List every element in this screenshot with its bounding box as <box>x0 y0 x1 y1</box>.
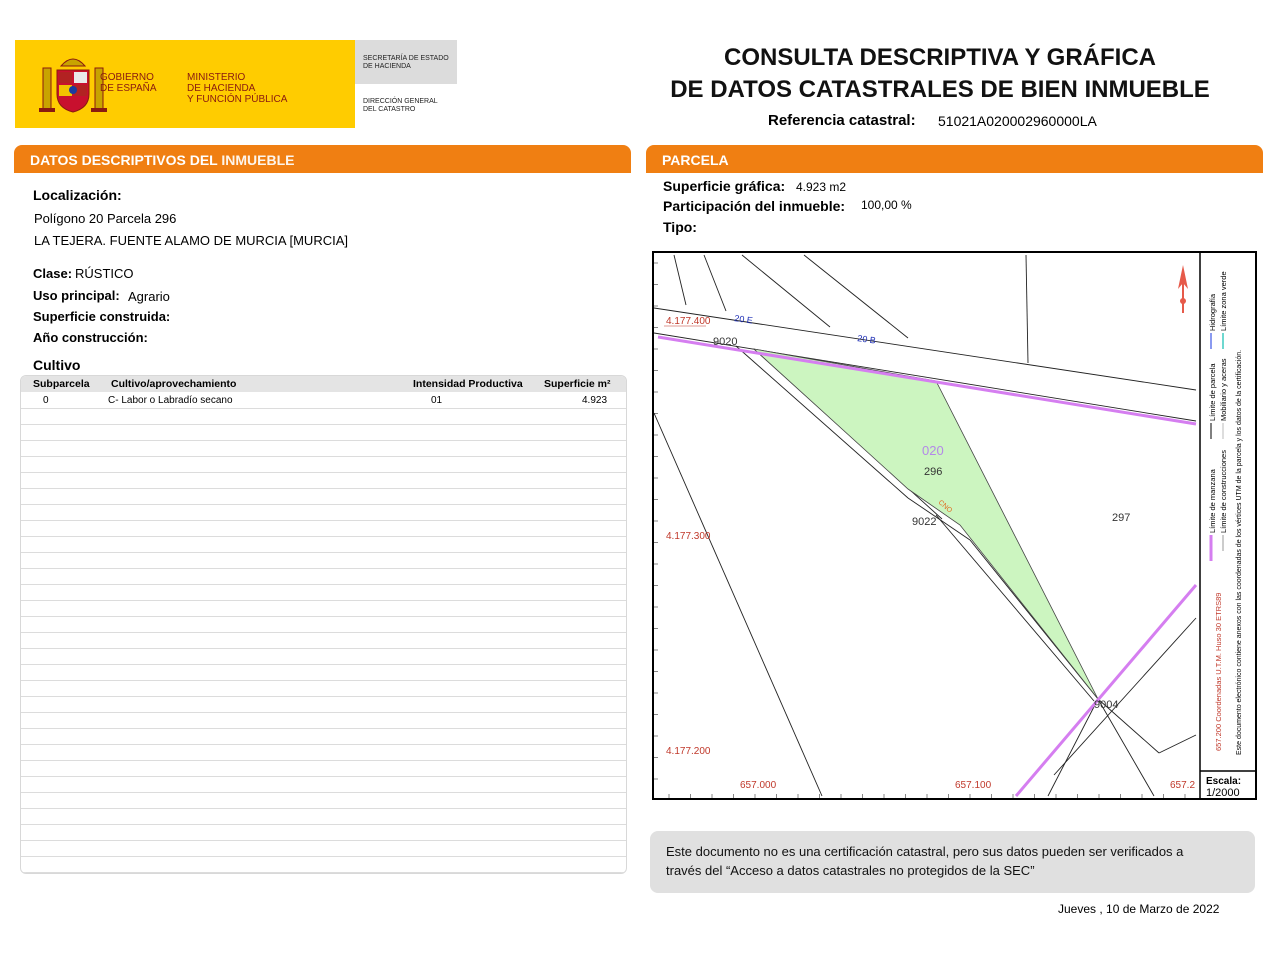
localizacion-label: Localización: <box>33 187 122 203</box>
cultivo-table <box>20 375 627 874</box>
legend-hidrografia: Hidrografía <box>1208 293 1217 331</box>
table-rule <box>21 616 626 617</box>
label-20b: 20 B <box>856 333 877 346</box>
label-296: 296 <box>924 466 943 478</box>
gov-name: GOBIERNO DE ESPAÑA <box>100 72 157 94</box>
uso-label: Uso principal: <box>33 288 120 303</box>
legend-limite-parcela: Límite de parcela <box>1208 363 1217 421</box>
section-rule <box>14 170 631 172</box>
cell-intensidad: 01 <box>431 395 443 406</box>
uso-value: Agrario <box>128 289 170 304</box>
table-rule <box>21 536 626 537</box>
escala-value: 1/2000 <box>1206 787 1240 798</box>
table-rule <box>21 856 626 857</box>
table-rule <box>21 632 626 633</box>
table-rule <box>21 600 626 601</box>
coord-x-657000: 657.000 <box>740 780 777 791</box>
secretaria-block <box>355 40 457 128</box>
table-rule <box>21 872 626 873</box>
notice-line2: través del “Acceso a datos catastrales no protegidos de la SEC” <box>666 863 1035 878</box>
label-297: 297 <box>1112 512 1131 524</box>
table-rule <box>21 424 626 425</box>
table-rule <box>21 520 626 521</box>
descriptive-section-header: DATOS DESCRIPTIVOS DEL INMUEBLE <box>14 145 631 173</box>
table-header <box>21 376 626 392</box>
table-rule <box>21 680 626 681</box>
table-rule <box>21 728 626 729</box>
legend-zona-verde: Límite zona verde <box>1219 271 1228 331</box>
map-canvas <box>654 253 1255 798</box>
table-rule <box>21 664 626 665</box>
parcela-section-header: PARCELA <box>646 145 1263 173</box>
label-020: 020 <box>922 443 944 458</box>
header-subparcela: Subparcela <box>33 378 90 390</box>
cadastral-map <box>652 251 1257 800</box>
coord-x-657200: 657.2 <box>1170 780 1196 791</box>
table-rule <box>21 808 626 809</box>
table-rule <box>21 744 626 745</box>
document-title: CONSULTA DESCRIPTIVA Y GRÁFICA DE DATOS CATASTRALES DE BIEN INMUEBLE <box>670 44 1210 103</box>
table-rule <box>21 648 626 649</box>
table-rule <box>21 440 626 441</box>
localizacion-line2: LA TEJERA. FUENTE ALAMO DE MURCIA [MURCIA] <box>34 233 348 248</box>
superficie-grafica-label: Superficie gráfica: <box>663 178 786 194</box>
participacion-label: Participación del inmueble: <box>663 198 846 214</box>
label-9022: 9022 <box>912 516 937 528</box>
section-rule <box>646 170 1263 172</box>
direccion-text: DIRECCIÓN GENERAL DEL CATASTRO <box>363 98 438 113</box>
table-rule <box>21 760 626 761</box>
label-9004: 9004 <box>1094 699 1119 711</box>
cell-superficie: 4.923 <box>582 395 608 406</box>
table-rule <box>21 456 626 457</box>
north-arrow-icon <box>1178 265 1188 313</box>
table-rule <box>21 488 626 489</box>
superficie-grafica-value: 4.923 m2 <box>796 180 847 194</box>
anio-construccion-label: Año construcción: <box>33 330 148 345</box>
secretaria-text: SECRETARÍA DE ESTADO DE HACIENDA <box>363 55 449 70</box>
table-rule <box>21 408 626 409</box>
clase-label: Clase: <box>33 266 73 281</box>
header-intensidad: Intensidad Productiva <box>413 378 523 390</box>
notice-line1: Este documento no es una certificación catastral, pero sus datos pueden ser verificados a <box>666 844 1184 859</box>
verification-notice <box>650 831 1255 893</box>
legend-mobiliario: Mobiliario y aceras <box>1219 358 1228 421</box>
government-logo-block <box>15 40 355 128</box>
participacion-value: 100,00 % <box>861 198 912 212</box>
table-rule <box>21 568 626 569</box>
document-date: Jueves , 10 de Marzo de 2022 <box>1058 902 1220 916</box>
cell-subparcela: 0 <box>43 395 49 406</box>
table-rule <box>21 696 626 697</box>
table-rule <box>21 472 626 473</box>
legend-limite-construcciones: Límite de construcciones <box>1219 450 1228 533</box>
superficie-construida-label: Superficie construida: <box>33 309 171 324</box>
coord-y-4177200: 4.177.200 <box>666 746 711 757</box>
label-20e: 20 E <box>733 313 754 326</box>
header-cultivo: Cultivo/aprovechamiento <box>111 378 237 390</box>
tipo-label: Tipo: <box>663 219 697 235</box>
cultivo-title: Cultivo <box>33 357 81 373</box>
label-cno: CNO <box>936 499 954 515</box>
label-9020: 9020 <box>713 336 738 348</box>
table-rule <box>21 776 626 777</box>
cell-cultivo: C- Labor o Labradío secano <box>108 395 233 406</box>
ref-label: Referencia catastral: <box>768 112 916 129</box>
ministry-name: MINISTERIO DE HACIENDA Y FUNCIÓN PÚBLICA <box>187 72 288 105</box>
table-rule <box>21 712 626 713</box>
table-rule <box>21 584 626 585</box>
table-rule <box>21 792 626 793</box>
legend-coords: 657.200 Coordenadas U.T.M. Huso 30 ETRS89 <box>1214 592 1223 751</box>
coord-y-4177400: 4.177.400 <box>666 316 711 327</box>
legend-limite-manzana: Límite de manzana <box>1208 469 1217 533</box>
coord-x-657100: 657.100 <box>955 780 992 791</box>
table-row <box>21 393 626 409</box>
table-rule <box>21 824 626 825</box>
clase-value: RÚSTICO <box>75 266 134 281</box>
table-rule <box>21 552 626 553</box>
localizacion-line1: Polígono 20 Parcela 296 <box>34 211 177 226</box>
table-rule <box>21 504 626 505</box>
header-superficie: Superficie m² <box>544 378 611 390</box>
ref-value: 51021A020002960000LA <box>938 113 1097 129</box>
table-rule <box>21 840 626 841</box>
escala-label: Escala: <box>1206 776 1242 787</box>
coord-y-4177300: 4.177.300 <box>666 531 711 542</box>
legend-anexo: Este documento electrónico contiene anexos con las coordenadas de los vértices UTM de la parcela y los datos de la certificación. <box>1236 349 1243 755</box>
